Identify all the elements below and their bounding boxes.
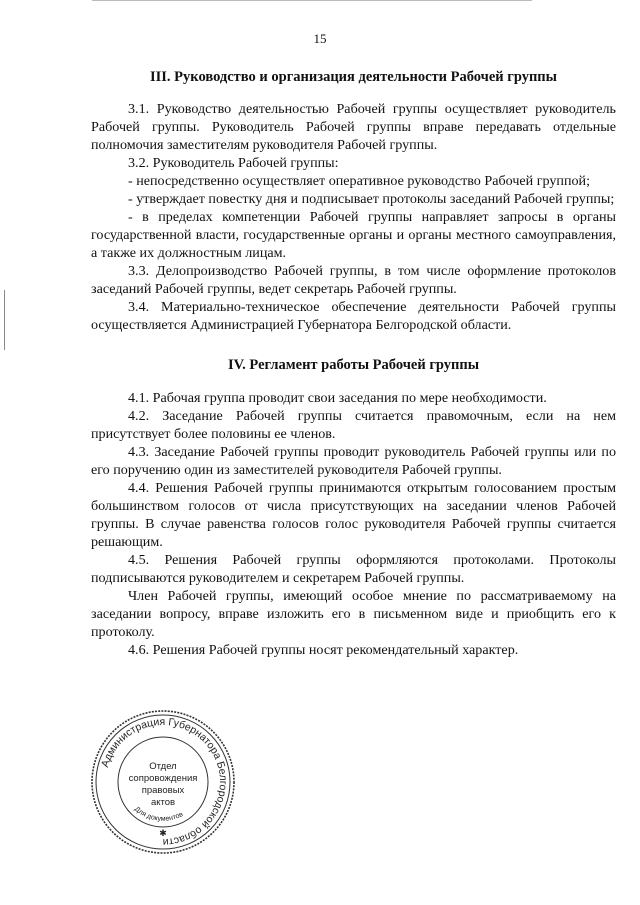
stamp-line-4: актов [150, 797, 176, 808]
page-number: 15 [313, 31, 327, 46]
paragraph-3-3: 3.3. Делопроизводство Рабочей группы, в том числе оформление протоколов заседаний Рабочей группы, ведет секретарь Рабочей группы. [91, 263, 616, 297]
paragraph-3-2: 3.2. Руководитель Рабочей группы: [128, 155, 339, 171]
paragraph-4-1: 4.1. Рабочая группа проводит свои заседания по мере необходимости. [128, 390, 547, 406]
paragraph-3-2-b: - утверждает повестку дня и подписывает протоколы заседаний Рабочей группы; [128, 191, 615, 207]
stamp-line-1: Отдел [149, 761, 177, 772]
stamp-line-3: правовых [141, 785, 185, 796]
paragraph-3-2-a: - непосредственно осуществляет оперативное руководство Рабочей группой; [128, 173, 591, 189]
paragraph-3-1: 3.1. Руководство деятельностью Рабочей группы осуществляет руководитель Рабочей группы. Руководитель Рабочей группы вправе передавать отдельные полномочия заместителям руководителя Рабочей группы. [91, 101, 616, 153]
margin-mark [4, 290, 5, 350]
paragraph-4-2: 4.2. Заседание Рабочей группы считается правомочным, если на нем присутствует более половины ее членов. [91, 408, 616, 442]
stamp-bottom-text: Для документов [133, 805, 185, 823]
paragraph-4-6: 4.6. Решения Рабочей группы носят рекомендательный характер. [128, 642, 519, 658]
paragraph-3-4: 3.4. Материально-техническое обеспечение деятельности Рабочей группы осуществляется Администрацией Губернатора Белгородской области. [91, 299, 616, 333]
paragraph-4-3: 4.3. Заседание Рабочей группы проводит руководитель Рабочей группы или по его поручению один из заместителей руководителя Рабочей группы. [91, 444, 616, 478]
section-3-title: III. Руководство и организация деятельности Рабочей группы [150, 69, 557, 85]
stamp-ring-text: Администрация Губернатора Белгородской области [99, 715, 230, 849]
official-stamp [88, 707, 238, 857]
stamp-line-2: сопровождения [128, 773, 198, 784]
stamp-star-icon: ✱ [159, 828, 167, 838]
paragraph-4-5-note: Член Рабочей группы, имеющий особое мнение по рассматриваемому на заседании вопросу, вправе изложить его в письменном виде и приобщить его к протоколу. [91, 588, 616, 640]
document-body [91, 68, 616, 659]
stamp-graphic [88, 707, 238, 857]
paragraph-4-5: 4.5. Решения Рабочей группы оформляются протоколами. Протоколы подписываются руководителем и секретарем Рабочей группы. [91, 552, 616, 586]
paragraph-3-2-c: - в пределах компетенции Рабочей группы направляет запросы в органы государственной власти, государственные органы и органы местного самоуправления, а также их должностным лицам. [91, 209, 616, 261]
top-rule [92, 0, 532, 1]
section-4-title: IV. Регламент работы Рабочей группы [227, 357, 480, 373]
paragraph-4-4: 4.4. Решения Рабочей группы принимаются открытым голосованием простым большинством голосов от числа присутствующих на заседании членов Рабочей группы. В случае равенства голосов голос руководителя Рабочей группы считается решающим. [91, 480, 616, 550]
